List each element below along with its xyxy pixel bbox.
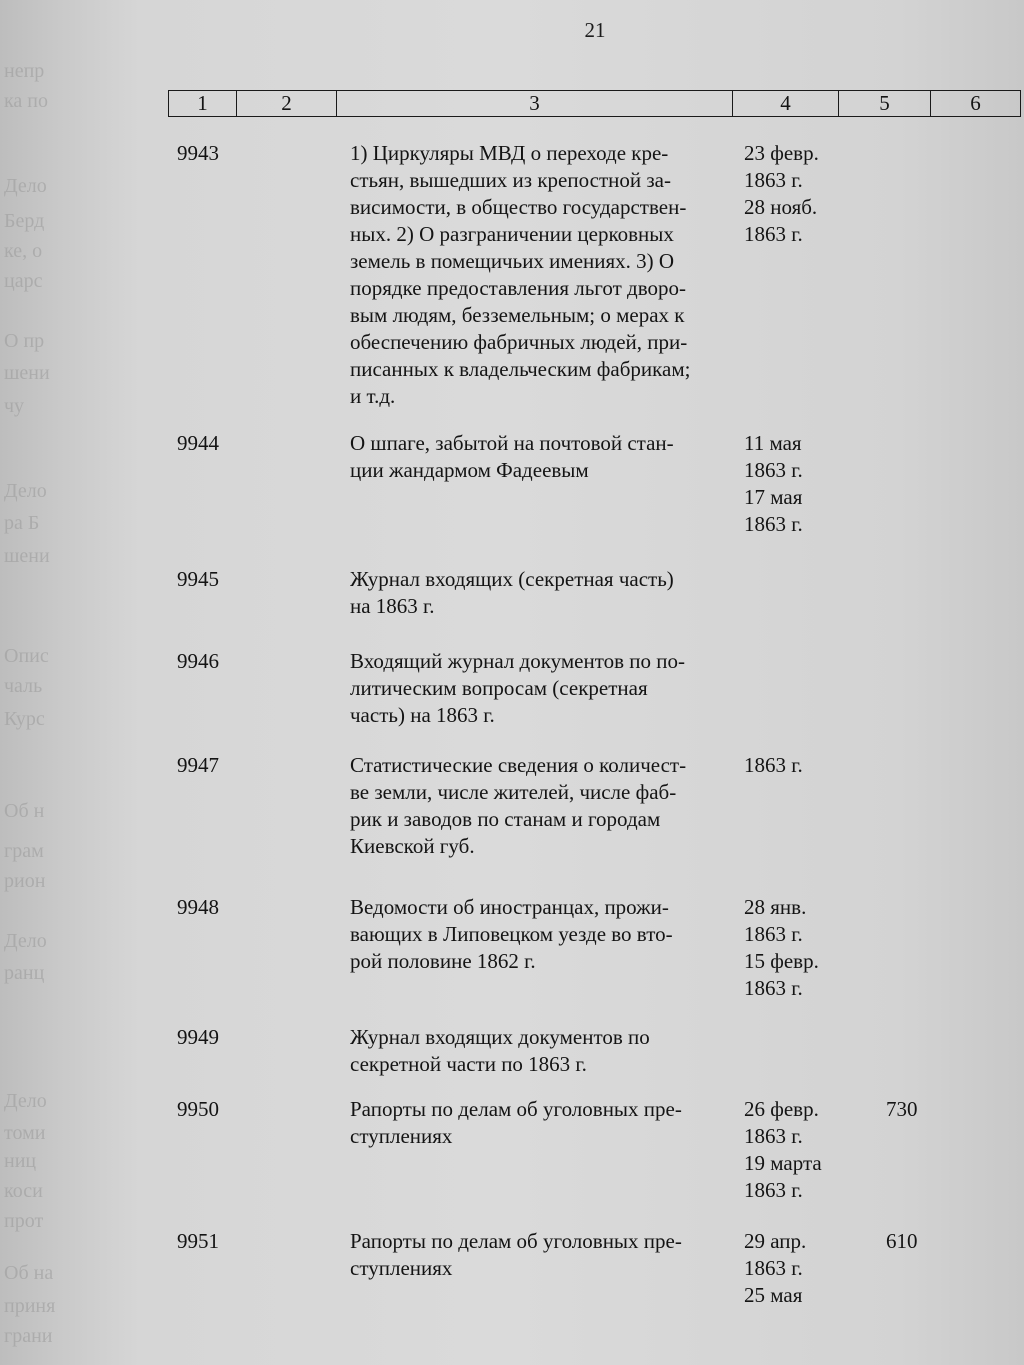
bleed-through-text: Курс [4, 708, 45, 730]
entry-description [350, 140, 730, 410]
bleed-through-text: О пр [4, 330, 45, 352]
bleed-through-text: Дело [4, 1090, 47, 1112]
entry-description-line: висимости, в общество государствен- [350, 195, 687, 219]
entry-description-line: О шпаге, забытой на почтовой стан- [350, 431, 674, 455]
entry-description-line: вым людям, безземельным; о мерах к [350, 303, 685, 327]
entry-description-line: писанных к владельческим фабрикам; [350, 357, 691, 381]
bleed-through-text: царс [4, 270, 43, 292]
column-header-3: 3 [337, 91, 733, 117]
entry-dates-line: 1863 г. [744, 1178, 803, 1202]
entry-dates-line: 15 февр. [744, 949, 819, 973]
entry-description-line: обеспечению фабричных людей, при- [350, 330, 688, 354]
column-header-6: 6 [931, 91, 1021, 117]
entry-description-line: секретной части по 1863 г. [350, 1052, 587, 1076]
column-header-table [168, 90, 1021, 117]
bleed-through-text: приня [4, 1295, 56, 1317]
page-number: 21 [584, 18, 606, 42]
entry-description-line: Рапорты по делам об уголовных пре- [350, 1229, 682, 1253]
entry-dates-line: 1863 г. [744, 1124, 803, 1148]
bleed-through-text: Об на [4, 1262, 54, 1284]
entry-description-line: ции жандармом Фадеевым [350, 458, 589, 482]
entry-dates [744, 1096, 854, 1204]
entry-dates-line: 1863 г. [744, 512, 803, 536]
entry-dates [744, 894, 854, 1002]
entry-description-line: часть) на 1863 г. [350, 703, 495, 727]
entry-description-line: литическим вопросам (секретная [350, 676, 648, 700]
bleed-through-text: грани [4, 1325, 53, 1347]
entry-dates-line: 29 апр. [744, 1229, 807, 1253]
entry-number: 9946 [177, 649, 219, 673]
bleed-through-text: чаль [4, 675, 43, 697]
entry-dates-line: 26 февр. [744, 1097, 819, 1121]
entry-dates-line: 28 нояб. [744, 195, 818, 219]
entry-description [350, 752, 730, 860]
column-header-4: 4 [733, 91, 839, 117]
bleed-through-text: ке, о [4, 240, 43, 262]
entry-description-line: Входящий журнал документов по по- [350, 649, 685, 673]
entry-dates-line: 1863 г. [744, 222, 803, 246]
entry-description-line: 1) Циркуляры МВД о переходе кре- [350, 141, 669, 165]
bleed-through-text: коси [4, 1180, 43, 1202]
entry-dates-line: 17 мая [744, 485, 803, 509]
entry-description-line: Статистические сведения о количест- [350, 753, 687, 777]
column-header-1: 1 [169, 91, 237, 117]
entry-description [350, 566, 730, 620]
entry-number: 9945 [177, 567, 219, 591]
entry-dates-line: 28 янв. [744, 895, 807, 919]
bleed-through-text: чу [4, 395, 25, 417]
bleed-through-text: Опис [4, 645, 49, 667]
bleed-through-text: Берд [4, 210, 45, 232]
bleed-through-text: грам [4, 840, 44, 862]
entry-dates-line: 25 мая [744, 1283, 803, 1307]
entry-description-line: вающих в Липовецком уезде во вто- [350, 922, 673, 946]
bleed-through-text: Дело [4, 930, 47, 952]
bleed-through-text: ранц [4, 962, 45, 984]
entry-number: 9950 [177, 1097, 219, 1121]
entry-dates [744, 1228, 854, 1309]
entry-number: 9948 [177, 895, 219, 919]
entry-description-line: рой половине 1862 г. [350, 949, 536, 973]
bleed-through-text: Об н [4, 800, 45, 822]
entry-description [350, 894, 730, 975]
entry-number: 9943 [177, 141, 219, 165]
entry-description [350, 1024, 730, 1078]
bleed-through-text: непр [4, 60, 45, 82]
entry-number: 9944 [177, 431, 219, 455]
entry-description-line: ных. 2) О разграничении церковных [350, 222, 674, 246]
entry-dates-line: 1863 г. [744, 922, 803, 946]
entry-sheets: 730 [886, 1097, 918, 1121]
entry-description-line: земель в помещичьих имениях. 3) О [350, 249, 675, 273]
entry-sheets: 610 [886, 1229, 918, 1253]
column-header-5: 5 [839, 91, 931, 117]
bleed-through-text: шени [4, 362, 50, 384]
entry-description-line: Ведомости об иностранцах, прожи- [350, 895, 669, 919]
entry-dates [744, 752, 854, 779]
entry-description [350, 1228, 730, 1282]
entry-description-line: ступлениях [350, 1256, 453, 1280]
entry-description-line: Рапорты по делам об уголовных пре- [350, 1097, 682, 1121]
bleed-through-text: прот [4, 1210, 44, 1232]
entry-description-line: Журнал входящих (секретная часть) [350, 567, 674, 591]
entry-description-line: Журнал входящих документов по [350, 1025, 650, 1049]
entry-dates [744, 140, 854, 248]
entry-description-line: порядке предоставления льгот дворо- [350, 276, 686, 300]
bleed-through-text: шени [4, 545, 50, 567]
entry-dates-line: 1863 г. [744, 753, 803, 777]
column-header-2: 2 [237, 91, 337, 117]
entry-dates-line: 1863 г. [744, 458, 803, 482]
entry-number: 9947 [177, 753, 219, 777]
bleed-through-text: ра Б [4, 512, 40, 534]
entry-description-line: стьян, вышедших из крепостной за- [350, 168, 671, 192]
bleed-through-text: Дело [4, 480, 47, 502]
entry-dates-line: 11 мая [744, 431, 802, 455]
bleed-through-text: ка по [4, 90, 48, 112]
entry-description [350, 430, 730, 484]
entry-dates-line: 1863 г. [744, 976, 803, 1000]
bleed-through-margin [0, 0, 120, 1365]
bleed-through-text: ниц [4, 1150, 37, 1172]
entry-dates-line: 23 февр. [744, 141, 819, 165]
entry-description-line: и т.д. [350, 384, 396, 408]
entry-description-line: ве земли, числе жителей, числе фаб- [350, 780, 677, 804]
entry-description [350, 648, 730, 729]
entry-dates-line: 19 марта [744, 1151, 822, 1175]
entry-description-line: Киевской губ. [350, 834, 475, 858]
bleed-through-text: рион [4, 870, 46, 892]
entry-dates [744, 430, 854, 538]
entry-description-line: ступлениях [350, 1124, 453, 1148]
entry-number: 9951 [177, 1229, 219, 1253]
bleed-through-text: томи [4, 1122, 46, 1144]
bleed-through-text: Дело [4, 175, 47, 197]
entry-description-line: рик и заводов по станам и городам [350, 807, 661, 831]
entry-dates-line: 1863 г. [744, 1256, 803, 1280]
entry-dates-line: 1863 г. [744, 168, 803, 192]
entry-number: 9949 [177, 1025, 219, 1049]
entry-description-line: на 1863 г. [350, 594, 435, 618]
entry-description [350, 1096, 730, 1150]
